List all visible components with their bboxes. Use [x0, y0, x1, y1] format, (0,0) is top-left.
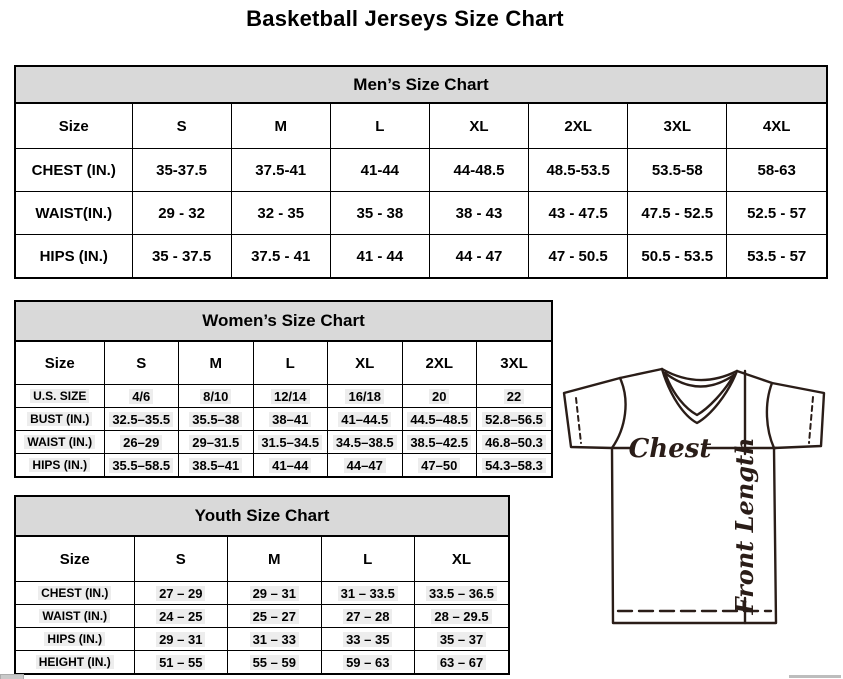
size-cell: 29 – 31 [134, 628, 228, 651]
size-cell: 29 - 32 [132, 192, 231, 235]
table-row [16, 651, 508, 674]
size-cell: 35-37.5 [132, 149, 231, 192]
youth-size-chart-panel [14, 495, 510, 675]
sleeve-stitch-right [809, 397, 813, 443]
column-header: 2XL [529, 104, 628, 149]
size-cell: 8/10 [179, 385, 254, 408]
youth-size-table [16, 537, 508, 673]
size-header-row [16, 104, 826, 149]
scrollbar-fragment-left[interactable] [0, 674, 24, 679]
size-cell: 35.5–38 [179, 408, 254, 431]
size-cell: 53.5 - 57 [727, 235, 826, 278]
size-header-row [16, 342, 551, 385]
size-cell: 63 – 67 [415, 651, 509, 674]
row-label: HIPS (IN.) [16, 454, 104, 477]
scrollbar-fragment-right[interactable] [789, 675, 841, 678]
size-cell: 47.5 - 52.5 [628, 192, 727, 235]
size-cell: 41–44 [253, 454, 328, 477]
table-row [16, 454, 551, 477]
size-cell: 20 [402, 385, 477, 408]
column-header: 3XL [628, 104, 727, 149]
table-row [16, 385, 551, 408]
jersey-sleeve-seam-left [612, 378, 626, 448]
table-row [16, 192, 826, 235]
size-cell: 52.5 - 57 [727, 192, 826, 235]
mens-size-table [16, 104, 826, 277]
row-label: CHEST (IN.) [16, 582, 134, 605]
size-cell: 31 – 33 [228, 628, 322, 651]
column-header: L [330, 104, 429, 149]
row-label: HIPS (IN.) [16, 235, 132, 278]
size-cell: 29 – 31 [228, 582, 322, 605]
table-row [16, 582, 508, 605]
size-cell: 37.5-41 [231, 149, 330, 192]
row-label: HEIGHT (IN.) [16, 651, 134, 674]
size-cell: 16/18 [328, 385, 403, 408]
column-header: Size [16, 104, 132, 149]
size-cell: 24 – 25 [134, 605, 228, 628]
size-cell: 26–29 [104, 431, 179, 454]
row-label: WAIST(IN.) [16, 192, 132, 235]
size-header-row [16, 537, 508, 582]
jersey-sleeve-seam-right [767, 383, 774, 448]
column-header: S [132, 104, 231, 149]
table-row [16, 235, 826, 278]
size-cell: 34.5–38.5 [328, 431, 403, 454]
page-title: Basketball Jerseys Size Chart [246, 6, 564, 31]
size-cell: 35 – 37 [415, 628, 509, 651]
jersey-measurement-diagram [556, 358, 843, 663]
table-row [16, 605, 508, 628]
size-cell: 44 - 47 [429, 235, 528, 278]
size-cell: 29–31.5 [179, 431, 254, 454]
womens-size-table [16, 342, 551, 476]
mens-size-chart-panel [14, 65, 828, 279]
size-cell: 54.3–58.3 [477, 454, 552, 477]
column-header: 2XL [402, 342, 477, 385]
table-row [16, 408, 551, 431]
size-cell: 41 - 44 [330, 235, 429, 278]
size-cell: 37.5 - 41 [231, 235, 330, 278]
row-label: CHEST (IN.) [16, 149, 132, 192]
size-cell: 47 - 50.5 [529, 235, 628, 278]
column-header: M [231, 104, 330, 149]
size-cell: 35.5–58.5 [104, 454, 179, 477]
column-header: L [321, 537, 415, 582]
size-cell: 32.5–35.5 [104, 408, 179, 431]
sleeve-stitch-left [576, 398, 581, 443]
size-cell: 35 - 37.5 [132, 235, 231, 278]
column-header: Size [16, 342, 104, 385]
column-header: L [253, 342, 328, 385]
size-cell: 58-63 [727, 149, 826, 192]
front-length-label: Front Length [730, 437, 759, 615]
size-cell: 43 - 47.5 [529, 192, 628, 235]
size-cell: 33 – 35 [321, 628, 415, 651]
column-header: M [228, 537, 322, 582]
size-cell: 35 - 38 [330, 192, 429, 235]
youth-chart-title: Youth Size Chart [16, 497, 508, 537]
row-label: WAIST (IN.) [16, 431, 104, 454]
size-cell: 22 [477, 385, 552, 408]
size-cell: 44–47 [328, 454, 403, 477]
size-cell: 31 – 33.5 [321, 582, 415, 605]
table-row [16, 628, 508, 651]
size-cell: 47–50 [402, 454, 477, 477]
column-header: XL [328, 342, 403, 385]
jersey-collar-v-outer [662, 369, 737, 423]
size-cell: 25 – 27 [228, 605, 322, 628]
size-cell: 52.8–56.5 [477, 408, 552, 431]
size-cell: 44-48.5 [429, 149, 528, 192]
size-cell: 31.5–34.5 [253, 431, 328, 454]
size-cell: 55 – 59 [228, 651, 322, 674]
column-header: XL [429, 104, 528, 149]
size-cell: 38 - 43 [429, 192, 528, 235]
row-label: U.S. SIZE [16, 385, 104, 408]
size-cell: 4/6 [104, 385, 179, 408]
column-header: 3XL [477, 342, 552, 385]
column-header: S [134, 537, 228, 582]
column-header: 4XL [727, 104, 826, 149]
size-cell: 50.5 - 53.5 [628, 235, 727, 278]
size-cell: 12/14 [253, 385, 328, 408]
column-header: M [179, 342, 254, 385]
size-cell: 27 – 29 [134, 582, 228, 605]
size-cell: 38.5–41 [179, 454, 254, 477]
size-cell: 41–44.5 [328, 408, 403, 431]
size-cell: 44.5–48.5 [402, 408, 477, 431]
table-row [16, 431, 551, 454]
size-cell: 46.8–50.3 [477, 431, 552, 454]
size-cell: 27 – 28 [321, 605, 415, 628]
row-label: WAIST (IN.) [16, 605, 134, 628]
jersey-outline [564, 369, 824, 623]
size-cell: 38–41 [253, 408, 328, 431]
mens-chart-title: Men’s Size Chart [16, 67, 826, 104]
chest-label: Chest [628, 434, 712, 464]
size-cell: 53.5-58 [628, 149, 727, 192]
size-cell: 41-44 [330, 149, 429, 192]
womens-size-chart-panel [14, 300, 553, 478]
row-label: HIPS (IN.) [16, 628, 134, 651]
size-cell: 48.5-53.5 [529, 149, 628, 192]
column-header: Size [16, 537, 134, 582]
column-header: S [104, 342, 179, 385]
column-header: XL [415, 537, 509, 582]
table-row [16, 149, 826, 192]
row-label: BUST (IN.) [16, 408, 104, 431]
size-cell: 33.5 – 36.5 [415, 582, 509, 605]
size-cell: 28 – 29.5 [415, 605, 509, 628]
size-cell: 32 - 35 [231, 192, 330, 235]
size-cell: 51 – 55 [134, 651, 228, 674]
size-cell: 59 – 63 [321, 651, 415, 674]
womens-chart-title: Women’s Size Chart [16, 302, 551, 342]
size-cell: 38.5–42.5 [402, 431, 477, 454]
